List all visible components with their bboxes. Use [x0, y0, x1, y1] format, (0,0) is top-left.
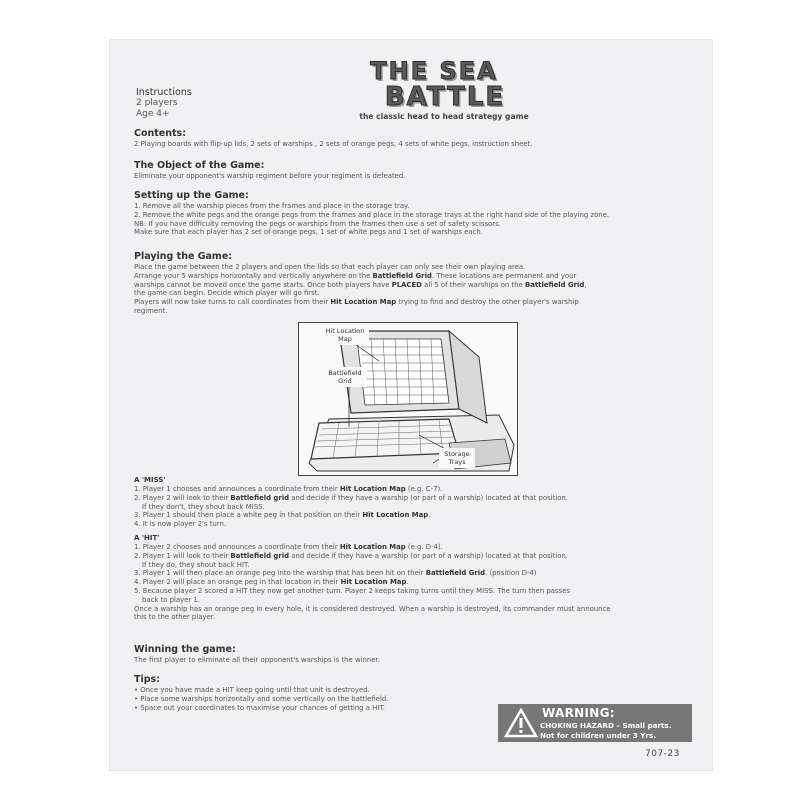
grid-label: Grid	[338, 377, 352, 385]
playing-line: Place the game between the 2 players and open the lids so that each player can only see their own playing area.	[134, 263, 526, 271]
warning-triangle-icon	[504, 708, 538, 738]
players-count: 2 players	[136, 98, 178, 108]
miss-step: 4. It is now player 2's turn.	[134, 520, 227, 529]
product-code: 707-23	[645, 749, 680, 759]
playing-line: Players will now take turns to call coordinates from their Hit Location Map trying to find and destroy the other player's warship	[134, 298, 579, 307]
hit-step: 2. Player 1 will look to their Battlefield grid and decide if they have a warship (or part of a warship) located at that position.	[134, 551, 568, 560]
warning-title: WARNING:	[542, 706, 615, 720]
board-drawing	[299, 323, 517, 475]
intro-block	[136, 87, 192, 120]
object-section	[134, 160, 704, 181]
miss-step: 2. Player 2 will look to their Battlefield grid and decide if they have a warship (or part of a warship) located at that position.	[134, 493, 568, 502]
miss-step: If they don't, they shout back MISS.	[142, 502, 265, 511]
warning-line: Not for children under 3 Yrs.	[540, 731, 657, 740]
setup-line: Make sure that each player has 2 set of orange pegs, 1 set of white pegs and 1 set of warships each.	[134, 228, 483, 237]
miss-section	[134, 476, 704, 529]
playing-line: the game can begin. Decide which player will go first.	[134, 289, 320, 298]
game-logo	[334, 58, 534, 121]
winning-section	[134, 644, 704, 665]
instructions-title: Instructions	[136, 87, 192, 98]
hit-step: 3. Player 1 will then place an orange peg into the warship that has been hit on their Battlefield Grid. (position D-4)	[134, 569, 537, 578]
contents-text: 2 Playing boards with flip-up lids, 2 sets of warships , 2 sets of orange pegs, 4 sets of white pegs, instruction sheet.	[134, 140, 533, 148]
hit-step: 5. Because player 2 scored a HIT they now get another turn. Player 2 keeps taking turns until they MISS. The turn then passes	[134, 586, 571, 595]
warning-line: CHOKING HAZARD – Small parts.	[540, 721, 672, 730]
miss-heading: A 'MISS'	[134, 476, 166, 484]
grid-label: Battlefield	[328, 369, 362, 377]
hit-step: 4. Player 2 will place an orange peg in that location in their Hit Location Map.	[134, 578, 409, 587]
playing-line: regiment.	[134, 306, 168, 315]
setup-line: 1. Remove all the warship pieces from the frames and place in the storage tray.	[134, 202, 410, 210]
hit-map-label: Map	[338, 335, 352, 343]
age-rating: Age 4+	[136, 109, 170, 119]
setup-line: 2. Remove the white pegs and the orange pegs from the frames and place in the storage trays at the right hand side of the playing zone.	[134, 210, 610, 219]
trays-label: Trays	[448, 458, 466, 466]
game-board-illustration	[298, 322, 518, 476]
hit-heading: A 'HIT'	[134, 534, 160, 542]
hit-step: 1. Player 2 chooses and announces a coordinate from their Hit Location Map (e.g. D-4).	[134, 543, 443, 551]
logo-tagline: the classic head to head strategy game	[359, 112, 529, 121]
setup-heading: Setting up the Game:	[134, 190, 249, 201]
choking-hazard-warning	[498, 704, 692, 742]
hit-step: back to player 1.	[142, 595, 201, 604]
playing-line: warships cannot be moved once the game starts. Once both players have PLACED all 5 of their warships on the Battlefield Grid,	[134, 280, 587, 289]
tip-item: • Space out your coordinates to maximise your chances of getting a HIT.	[134, 703, 385, 712]
setup-line: NB: If you have difficulty removing the pegs or warships from the frames then use a set of safety scissors.	[134, 219, 501, 228]
tip-item: • Once you have made a HIT keep going until that unit is destroyed.	[134, 686, 370, 694]
miss-step: 1. Player 1 chooses and announces a coordinate from their Hit Location Map (e.g. C-7).	[134, 485, 443, 493]
setup-section	[134, 190, 704, 237]
playing-heading: Playing the Game:	[134, 251, 233, 262]
object-heading: The Object of the Game:	[134, 160, 265, 171]
winning-heading: Winning the game:	[134, 644, 236, 655]
instruction-sheet	[110, 40, 712, 770]
tips-heading: Tips:	[134, 674, 160, 685]
contents-section	[134, 128, 704, 149]
playing-line: Arrange your 5 warships horizontally and vertically anywhere on the Battlefield Grid. These locations are permanent and your	[134, 271, 577, 280]
hit-step: If they do, they shout back HIT.	[142, 560, 250, 569]
object-text: Eliminate your opponent's warship regiment before your regiment is defeated.	[134, 172, 406, 180]
hit-step: this to the other player.	[134, 613, 216, 622]
logo-line-2: BATTLE	[384, 82, 506, 112]
hit-map-label: Hit Location	[325, 327, 365, 335]
trays-label: Storage	[444, 450, 470, 458]
contents-heading: Contents:	[134, 128, 187, 139]
hit-step: Once a warship has an orange peg in every hole, it is considered destroyed. When a warship is destroyed, its commander must announce	[134, 604, 611, 613]
logo-line-1: THE SEA	[370, 57, 498, 85]
winning-text: The first player to eliminate all their opponent's warships is the winner.	[134, 656, 380, 664]
tip-item: • Place some warships horizontally and some vertically on the battlefield.	[134, 694, 389, 703]
playing-section	[134, 251, 704, 316]
miss-step: 3. Player 1 should then place a white peg in that position on their Hit Location Map.	[134, 511, 431, 520]
hit-section	[134, 534, 704, 622]
